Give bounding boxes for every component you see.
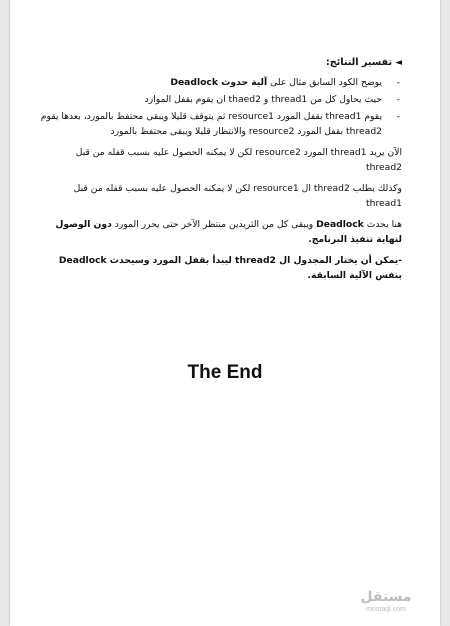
paragraph (40, 253, 402, 283)
bullet-text: حيث يحاول كل من thread1 و thaed2 ان يقوم بقفل الموارد (144, 94, 382, 105)
paragraph-text: ويبقى كل من الثريدين منتظر الآخر حتى يحرر المورد (111, 219, 317, 230)
list-item (40, 92, 402, 107)
paragraph-bold-text: -يمكن أن يختار المجدول ال thread2 ليبدأ بقفل المورد وسيحدث Deadlock بنفس الآلية السابقة. (58, 255, 402, 281)
paragraph (40, 217, 402, 247)
bullet-text: يوضح الكود السابق مثال على (267, 77, 382, 88)
section-heading-text: تفسير النتائج: (325, 57, 393, 68)
watermark-arabic: مستقل (360, 589, 412, 605)
bullet-dash: - (396, 77, 400, 88)
document-content (40, 55, 402, 287)
document-page (10, 0, 440, 626)
paragraph-bold-text: Deadlock (316, 219, 364, 230)
bullet-bold-text: آلية حدوث Deadlock (170, 77, 268, 88)
watermark-logo (356, 590, 416, 613)
triangle-marker-icon: ◄ (395, 58, 402, 68)
paragraph-bold-text: دون الوصول لنهاية تنفيذ البرنامج. (55, 219, 402, 245)
end-title: The End (187, 362, 263, 383)
section-heading (40, 55, 402, 71)
paragraph-text: هنا يحدث (363, 219, 402, 230)
paragraph: الآن يريد thread1 المورد resource2 لكن لا يمكنه الحصول عليه بسبب قفله من قبل thread2 (75, 147, 402, 173)
watermark-latin: mostaql.com (366, 606, 406, 613)
bullet-list (40, 75, 402, 139)
bullet-dash: - (396, 111, 400, 122)
list-item (40, 75, 402, 90)
list-item (40, 109, 402, 139)
bullet-text: يقوم thread1 بقفل المورد resource1 ثم يتوقف قليلا ويبقى محتفظ بالمورد، بعدها يقوم thread2 بقفل المورد resource2 والانتظار قليلا ويبقى محتفظ بالمورد (40, 111, 382, 137)
paragraph: وكذلك يطلب thread2 ال resource1 لكن لا يمكنه الحصول عليه بسبب قفله من قبل thread1 (73, 183, 402, 209)
bullet-dash: - (396, 94, 400, 105)
